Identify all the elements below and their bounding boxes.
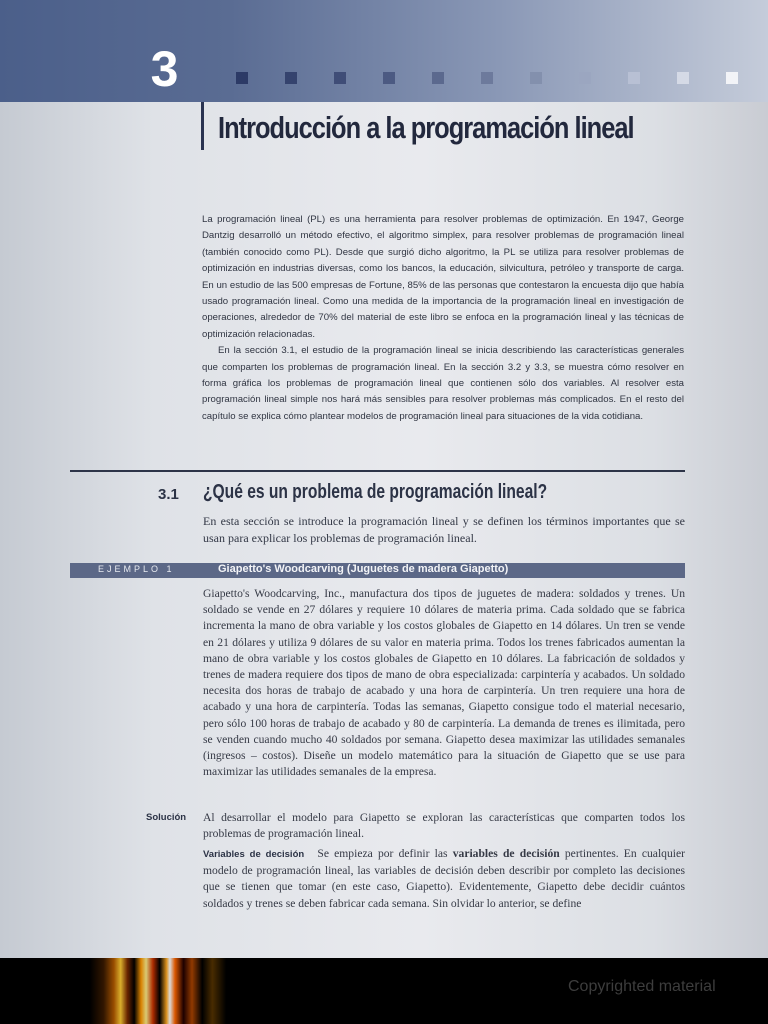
chapter-title: Introducción a la programación lineal bbox=[218, 110, 634, 145]
example-body: Giapetto's Woodcarving, Inc., manufactura dos tipos de juguetes de madera: soldados y trenes. Un soldado se vende en 27 dólares y requiere 10 dólares de materia prima. Cada soldado que se fabrica incrementa la mano de obra variable y los costos globales de Giapetto en 14 dólares. Un tren se vende en 21 dólares y utiliza 9 dólares de su valor en materia prima. Todos los trenes fabricados aumentan la mano de obra variable y los costos globales de Giapetto en 10 dólares. La fabricación de soldados y trenes de madera requiere dos tipos de mano de obra especializada: carpintería y acabados. Un soldado necesita dos horas de trabajo de acabado y una hora de carpintería. Un tren requiere una hora de acabado y una hora de carpintería. Todas las semanas, Giapetto consigue todo el material necesario, pero sólo 100 horas de trabajo de acabado y 80 de carpintería. La demanda de trenes es ilimitada, pero se venden cuando mucho 40 soldados por semana. Giapetto desea maximizar las utilidades semanales (ingresos – costos). Diseñe un modelo matemático para la situación de Giapetto que se use para maximizar las utilidades semanales de la empresa. bbox=[203, 587, 685, 779]
header-square bbox=[628, 72, 640, 84]
header-square bbox=[530, 72, 542, 84]
chapter-intro bbox=[202, 212, 684, 425]
copyright-watermark: Copyrighted material bbox=[568, 978, 716, 995]
chapter-number-box bbox=[130, 36, 200, 102]
header-square bbox=[481, 72, 493, 84]
example-title: Giapetto's Woodcarving (Juguetes de madera Giapetto) bbox=[218, 563, 509, 575]
decision-variables-paragraph bbox=[203, 846, 685, 912]
section-intro: En esta sección se introduce la programación lineal y se definen los términos importantes que se usan para explicar los problemas de programación lineal. bbox=[203, 514, 685, 545]
section-title: ¿Qué es un problema de programación lineal? bbox=[203, 481, 548, 503]
header-square bbox=[285, 72, 297, 84]
header-square bbox=[334, 72, 346, 84]
decision-variables-term: variables de decisión bbox=[452, 847, 560, 860]
chapter-number: 3 bbox=[150, 41, 180, 97]
title-accent-line bbox=[201, 102, 204, 150]
example-label: EJEMPLO 1 bbox=[98, 564, 175, 574]
header-decorative-squares bbox=[236, 72, 768, 84]
header-square bbox=[383, 72, 395, 84]
decision-variables-text-1: Se empieza por definir las bbox=[317, 847, 448, 860]
header-square bbox=[579, 72, 591, 84]
intro-paragraph-1: La programación lineal (PL) es una herramienta para resolver problemas de optimización. En 1947, George Dantzig desarrolló un método efectivo, el algoritmo simplex, para resolver problemas de programación lineal (también conocido como PL). Desde que surgió dicho algoritmo, la PL se utiliza para resolver problemas de optimización en industrias diversas, como los bancos, la educación, silvicultura, petróleo y transporte de carga. En un estudio de las 500 empresas de Fortune, 85% de las personas que contestaron la encuesta dijo que había usado programación lineal. Como una medida de la importancia de la programación lineal en investigación de operaciones, alrededor de 70% del material de este libro se enfoca en la programación lineal y las técnicas de optimización relacionadas. bbox=[202, 214, 684, 340]
intro-paragraph-2: En la sección 3.1, el estudio de la programación lineal se inicia describiendo las características generales que comparten los problemas de programación lineal. En la sección 3.2 y 3.3, se muestra cómo resolver en forma gráfica los problemas de programación lineal que contienen sólo dos variables. Al resolver esta programación lineal simple nos hará más sensibles para resolver problemas más complicados. En el resto del capítulo se explica cómo plantear modelos de programación lineal para situaciones de la vida cotidiana. bbox=[202, 345, 684, 422]
header-square bbox=[726, 72, 738, 84]
example-header-bar bbox=[70, 563, 685, 578]
solution-label: Solución bbox=[146, 812, 187, 823]
solution-text: Al desarrollar el modelo para Giapetto se exploran las características que comparten todos los problemas de programación lineal. bbox=[203, 811, 685, 841]
header-square bbox=[432, 72, 444, 84]
decision-variables-heading: Variables de decisión bbox=[203, 849, 305, 860]
header-square bbox=[677, 72, 689, 84]
chapter-header-band bbox=[0, 0, 768, 102]
section-number: 3.1 bbox=[158, 486, 179, 503]
header-square bbox=[236, 72, 248, 84]
scan-color-artifact bbox=[90, 958, 260, 1024]
section-divider bbox=[70, 470, 685, 472]
decision-variables-text-2: pertinentes. En cualquier modelo de programación lineal, las variables de decisión deben describir por completo las decisiones que se tienen que tomar (en este caso, Giapetto). Evidentemente, Giapetto debe decidir cuántos soldados y trenes se deben fabricar cada semana. Sin olvidar lo anterior, se define bbox=[203, 847, 685, 910]
